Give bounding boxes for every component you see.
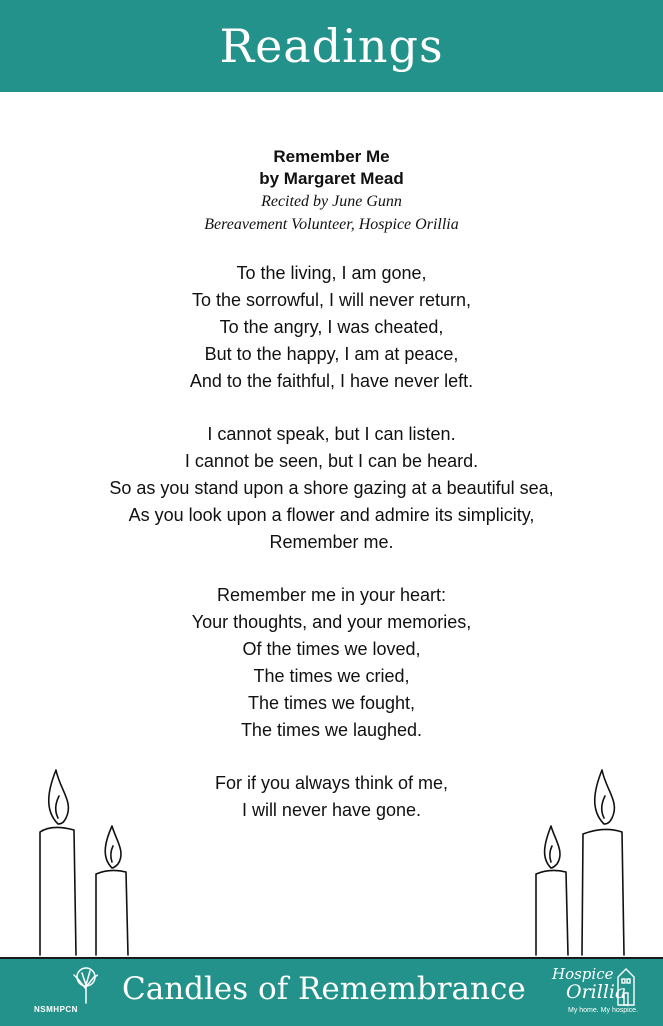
footer-banner — [0, 957, 663, 1026]
poem-line: I cannot speak, but I can listen. — [207, 424, 456, 444]
candles-illustration — [0, 760, 663, 960]
tagline: My home. My hospice. — [568, 1007, 639, 1014]
tree-icon — [14, 965, 98, 1005]
poem-line: I cannot be seen, but I can be heard. — [184, 451, 479, 471]
poem-line: Of the times we loved, — [242, 639, 421, 659]
poem-line: To the living, I am gone, — [236, 263, 427, 283]
header-banner — [0, 0, 663, 92]
poem-line: The times we cried, — [253, 666, 410, 686]
poem-line: So as you stand upon a shore gazing at a beautiful sea, — [109, 478, 554, 498]
nsmhpcn-logo — [14, 965, 98, 1021]
candle-left-tall-icon — [40, 770, 76, 955]
nsmhpcn-label: NSMHPCN — [34, 1005, 78, 1014]
poem-line: Remember me. — [269, 532, 394, 552]
poem-line: Remember me in your heart: — [216, 585, 447, 605]
reciter-role: Bereavement Volunteer, Hospice Orillia — [204, 216, 459, 233]
poem-line: For if you always think of me, — [214, 773, 449, 793]
poem-line: And to the faithful, I have never left. — [189, 371, 474, 391]
poem-content — [0, 146, 663, 850]
house-icon — [616, 967, 636, 1007]
poem-line: To the sorrowful, I will never return, — [191, 290, 472, 310]
recited-by: Recited by June Gunn — [261, 193, 402, 210]
candle-right-short-icon — [536, 826, 568, 955]
orillia-word: Orillia — [566, 981, 627, 1003]
footer-title: Candles of Remembrance — [122, 971, 526, 1007]
poem-title: Remember Me — [273, 147, 390, 166]
poem-line: Your thoughts, and your memories, — [191, 612, 472, 632]
hospice-word: Hospice — [552, 965, 614, 983]
poem-line: The times we fought, — [247, 693, 416, 713]
candle-right-tall-icon — [582, 770, 624, 955]
poem-line: The times we laughed. — [240, 720, 423, 740]
poem-author: by Margaret Mead — [259, 169, 404, 188]
hospice-orillia-logo — [548, 963, 648, 1023]
poem-stanzas — [0, 260, 663, 824]
stanza-3 — [0, 582, 663, 744]
poem-line: To the angry, I was cheated, — [219, 317, 444, 337]
stanza-1 — [0, 260, 663, 395]
poem-line: I will never have gone. — [241, 800, 422, 820]
poem-line: As you look upon a flower and admire its simplicity, — [128, 505, 535, 525]
poem-line: But to the happy, I am at peace, — [204, 344, 459, 364]
stanza-2 — [0, 421, 663, 556]
page-title: Readings — [219, 19, 444, 73]
candle-left-short-icon — [96, 826, 128, 955]
